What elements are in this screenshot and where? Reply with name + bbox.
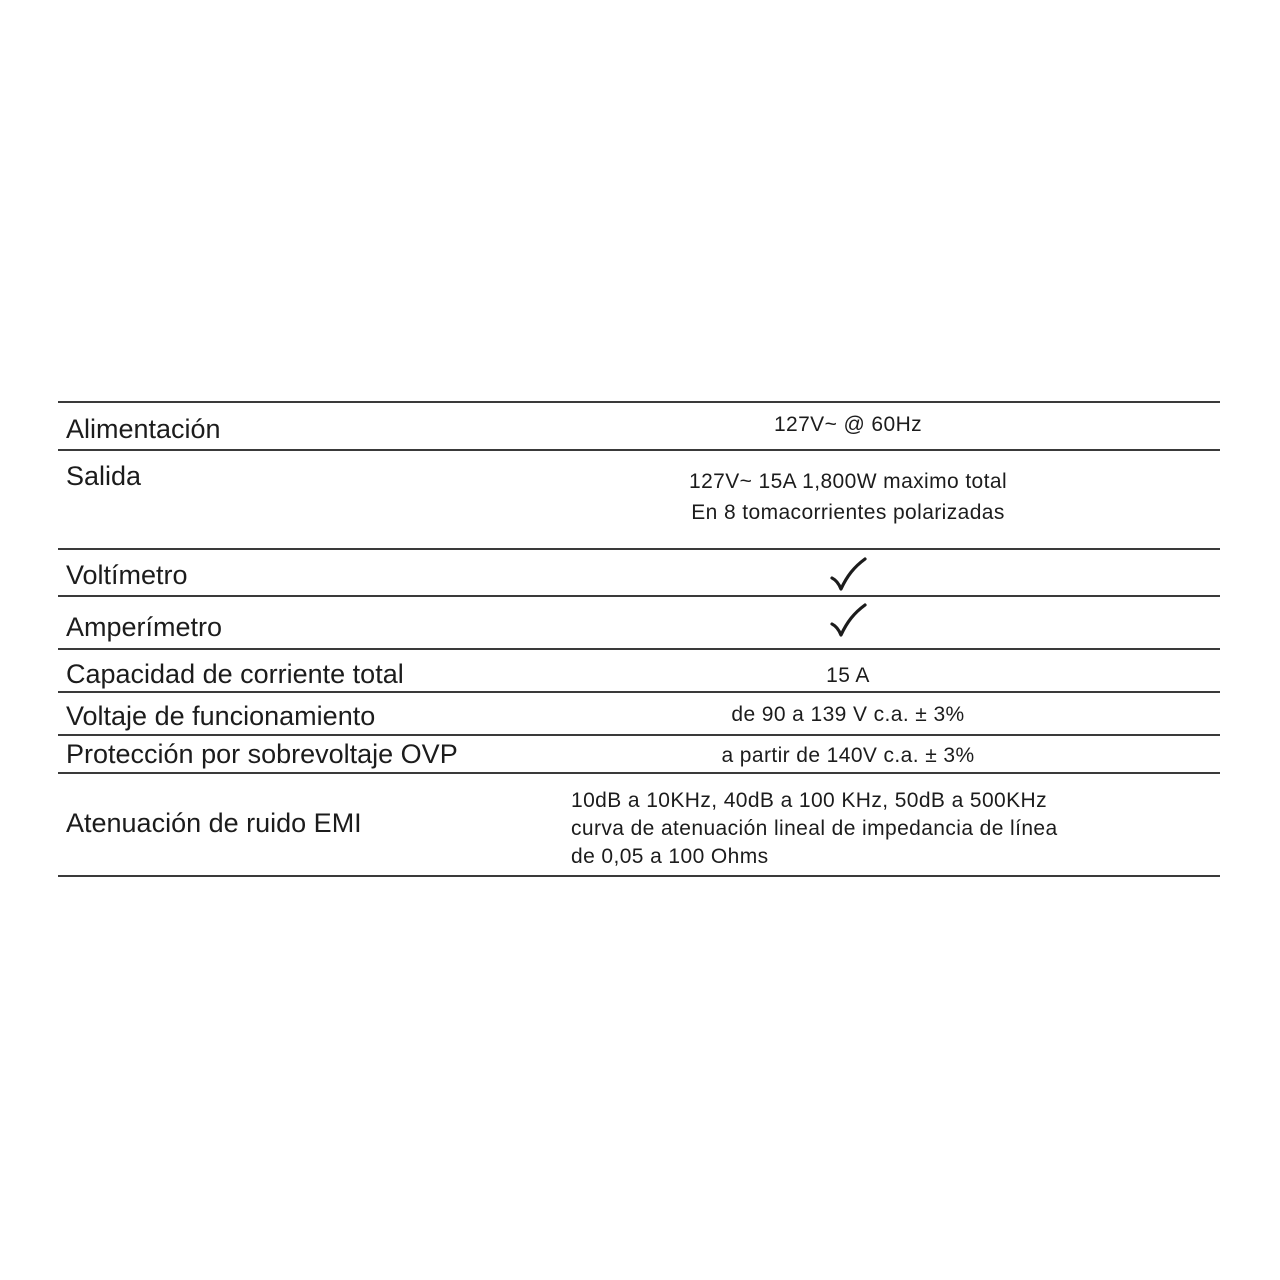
row-value-alimentacion — [498, 410, 1198, 440]
value-line: 10dB a 10KHz, 40dB a 100 KHz, 50dB a 500KHz — [571, 789, 1048, 812]
row-divider — [58, 595, 1220, 597]
value-line: En 8 tomacorrientes polarizadas — [691, 501, 1005, 524]
row-label-salida: Salida — [66, 461, 142, 491]
row-value-proteccion — [498, 741, 1198, 771]
row-divider — [58, 648, 1220, 650]
value-line: 15 A — [826, 664, 870, 687]
value-line: a partir de 140V c.a. ± 3% — [721, 744, 975, 767]
row-value-salida — [498, 466, 1198, 528]
value-line: 127V~ @ 60Hz — [773, 413, 923, 436]
row-divider — [58, 548, 1220, 550]
row-label-alimentacion: Alimentación — [66, 414, 221, 444]
row-divider — [58, 734, 1220, 736]
row-label-voltaje: Voltaje de funcionamiento — [66, 701, 376, 731]
spec-table — [58, 0, 1220, 1280]
row-divider — [58, 691, 1220, 693]
row-value-capacidad — [498, 661, 1198, 691]
value-line: curva de atenuación lineal de impedancia de línea — [571, 817, 1058, 840]
check-icon — [828, 556, 868, 596]
row-label-proteccion: Protección por sobrevoltaje OVP — [66, 739, 458, 769]
row-label-voltimetro: Voltímetro — [66, 560, 188, 590]
row-label-capacidad: Capacidad de corriente total — [66, 659, 404, 689]
row-divider — [58, 772, 1220, 774]
value-line: de 90 a 139 V c.a. ± 3% — [731, 703, 965, 726]
value-line: de 0,05 a 100 Ohms — [571, 845, 769, 868]
table-top-rule — [58, 401, 1220, 403]
row-value-voltaje — [498, 700, 1198, 730]
row-divider — [58, 449, 1220, 451]
row-label-amperimetro: Amperímetro — [66, 612, 223, 642]
table-bottom-rule — [58, 875, 1220, 877]
check-icon — [828, 602, 868, 642]
row-value-atenuacion — [571, 787, 1211, 871]
row-label-atenuacion: Atenuación de ruido EMI — [66, 808, 362, 838]
value-line: 127V~ 15A 1,800W maximo total — [688, 470, 1008, 493]
